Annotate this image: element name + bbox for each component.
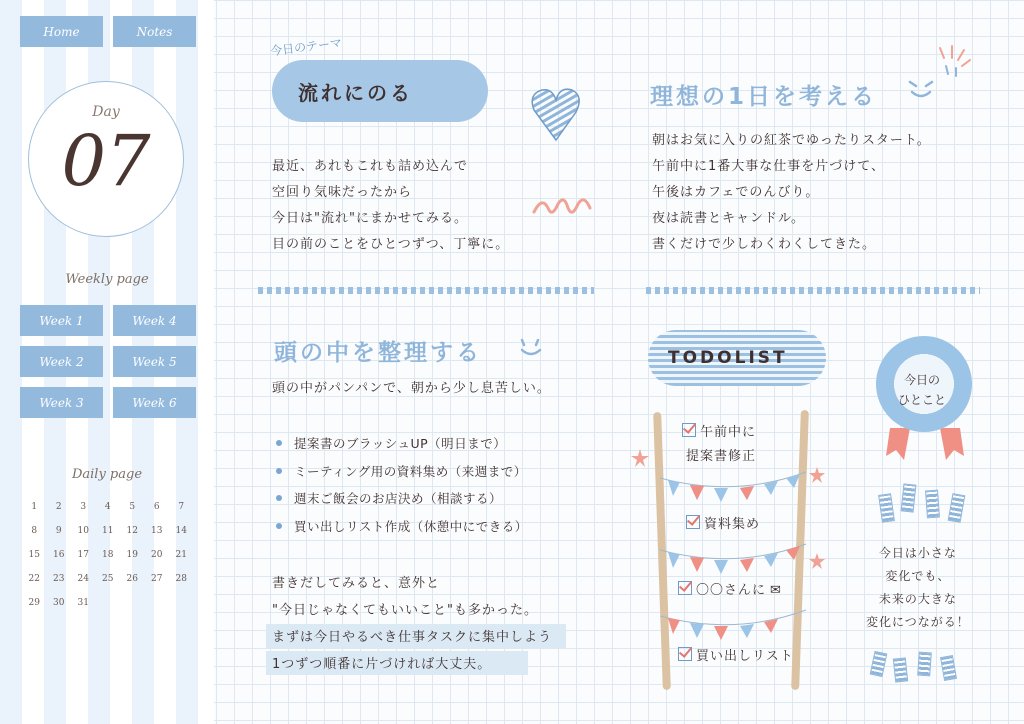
calendar-day[interactable]: 22 xyxy=(28,574,40,584)
calendar-day[interactable]: 2 xyxy=(55,502,62,512)
ideal-title: 理想の1日を考える xyxy=(650,84,878,110)
calendar-day[interactable]: 8 xyxy=(31,526,38,536)
todo-item xyxy=(678,580,782,602)
ideal-line: 夜は読書とキャンドル。 xyxy=(652,211,805,226)
week-6-button[interactable]: Week 6 xyxy=(113,387,196,418)
calendar-day[interactable]: 15 xyxy=(28,550,40,560)
calendar-day[interactable]: 14 xyxy=(175,526,187,536)
todo-item-text: 提案書修正 xyxy=(686,449,757,464)
deco-stripe xyxy=(893,657,908,682)
calendar-day[interactable]: 17 xyxy=(77,550,89,560)
ideal-line: 朝はお気に入りの紅茶でゆったりスタート。 xyxy=(652,133,931,148)
ideal-body xyxy=(652,128,931,258)
week-3-button[interactable]: Week 3 xyxy=(20,387,103,418)
theme-line: 今日は"流れ"にまかせてみる。 xyxy=(272,211,468,226)
mail-icon: ✉ xyxy=(770,583,782,598)
deco-stripe xyxy=(901,483,917,512)
todo-item-text: 買い出しリスト xyxy=(696,649,794,664)
deco-stripe xyxy=(940,655,957,681)
sidebar xyxy=(0,0,214,724)
calendar-day[interactable]: 13 xyxy=(151,526,163,536)
calendar-day[interactable]: 30 xyxy=(53,598,65,608)
calendar-day[interactable]: 5 xyxy=(129,502,136,512)
ideal-line: 書くだけで少しわくわくしてきた。 xyxy=(652,237,877,252)
divider-left xyxy=(258,287,594,294)
calendar-day[interactable]: 23 xyxy=(53,574,65,584)
calendar-day[interactable]: 19 xyxy=(126,550,138,560)
daily-calendar xyxy=(22,500,194,610)
checkbox-icon[interactable] xyxy=(686,515,700,529)
calendar-day[interactable]: 10 xyxy=(77,526,89,536)
checkbox-icon[interactable] xyxy=(678,647,692,661)
todo-item xyxy=(678,646,794,668)
divider-right xyxy=(646,287,980,294)
deco-stripe xyxy=(948,493,966,523)
organize-outro xyxy=(272,570,552,678)
calendar-day[interactable]: 12 xyxy=(126,526,138,536)
note-line: 今日は小さな xyxy=(878,546,957,560)
day-badge xyxy=(28,81,184,237)
deco-stripe xyxy=(878,493,895,523)
organize-intro: 頭の中がパンパンで、朝から少し息苦しい。 xyxy=(272,381,551,396)
deco-stripe xyxy=(917,652,932,677)
calendar-day[interactable]: 11 xyxy=(102,526,114,536)
checkbox-icon[interactable] xyxy=(678,581,692,595)
theme-label: 今日のテーマ xyxy=(269,35,343,59)
weekly-heading: Weekly page xyxy=(65,272,149,287)
week-1-button[interactable]: Week 1 xyxy=(20,305,103,336)
list-item: 週末ご飯会のお店決め（相談する） xyxy=(276,485,528,513)
todo-item-text: 午前中に xyxy=(700,425,757,440)
daily-heading: Daily page xyxy=(71,467,143,482)
home-button[interactable]: Home xyxy=(20,16,103,47)
list-item: 提案書のブラッシュUP（明日まで） xyxy=(276,430,528,458)
outro-line: まずは今日やるべき仕事タスクに集中しよう xyxy=(272,630,553,645)
outro-line: 1つずつ順番に片づければ大丈夫。 xyxy=(272,657,492,672)
theme-line: 最近、あれもこれも詰め込んで xyxy=(272,159,469,174)
note-line: 変化につながる！ xyxy=(866,615,970,629)
theme-line: 目の前のことをひとつずつ、丁寧に。 xyxy=(272,237,510,252)
badge-line: ひとこと xyxy=(898,393,947,407)
calendar-day[interactable]: 31 xyxy=(77,598,89,608)
organize-bullets xyxy=(276,430,528,540)
theme-body xyxy=(272,154,509,258)
calendar-day[interactable]: 7 xyxy=(178,502,185,512)
calendar-day[interactable]: 6 xyxy=(153,502,160,512)
ideal-line: 午前中に1番大事な仕事を片づけて、 xyxy=(652,159,886,174)
todo-item xyxy=(682,422,756,444)
outro-line: "今日じゃなくてもいいこと"も多かった。 xyxy=(272,603,538,618)
organize-title: 頭の中を整理する xyxy=(274,340,482,366)
calendar-day[interactable]: 1 xyxy=(31,502,38,512)
star-icon xyxy=(808,552,826,570)
smile-icon xyxy=(906,78,936,102)
day-number: 07 xyxy=(61,120,151,202)
list-item: 買い出しリスト作成（休憩中にできる） xyxy=(276,513,528,541)
todo-item-text: 資料集め xyxy=(704,517,761,532)
hitokoto-note xyxy=(866,542,970,634)
calendar-day[interactable]: 28 xyxy=(175,574,187,584)
heart-icon xyxy=(528,80,584,146)
hitokoto-badge-text xyxy=(898,370,946,410)
deco-stripe xyxy=(870,651,888,677)
notes-button[interactable]: Notes xyxy=(113,16,196,47)
calendar-day[interactable]: 16 xyxy=(53,550,65,560)
squiggle-icon xyxy=(530,192,596,222)
badge-line: 今日の xyxy=(904,373,941,387)
calendar-day[interactable]: 20 xyxy=(151,550,163,560)
calendar-day[interactable]: 25 xyxy=(102,574,114,584)
note-line: 未来の大きな xyxy=(878,592,957,606)
calendar-day[interactable]: 4 xyxy=(104,502,111,512)
todo-item xyxy=(686,514,760,536)
calendar-day[interactable]: 3 xyxy=(80,502,87,512)
sparkle-lines-icon xyxy=(934,44,974,80)
ideal-line: 午後はカフェでのんびり。 xyxy=(652,185,820,200)
note-line: 変化でも、 xyxy=(885,569,951,583)
deco-stripe xyxy=(925,490,940,519)
star-icon xyxy=(630,448,650,468)
week-2-button[interactable]: Week 2 xyxy=(20,346,103,377)
theme-title: 流れにのる xyxy=(298,81,413,105)
day-label: Day xyxy=(92,104,120,120)
todo-title: TODOLIST xyxy=(668,348,788,368)
week-5-button[interactable]: Week 5 xyxy=(113,346,196,377)
todo-item-text: 〇〇さんに xyxy=(696,583,767,598)
calendar-day[interactable]: 29 xyxy=(28,598,40,608)
calendar-day[interactable]: 18 xyxy=(102,550,114,560)
star-icon xyxy=(808,466,826,484)
smile-icon xyxy=(516,336,546,360)
list-item: ミーティング用の資料集め（来週まで） xyxy=(276,458,528,486)
calendar-day[interactable]: 26 xyxy=(126,574,138,584)
week-4-button[interactable]: Week 4 xyxy=(113,305,196,336)
calendar-day[interactable]: 27 xyxy=(151,574,163,584)
bunting-garland xyxy=(660,470,810,640)
theme-line: 空回り気味だったから xyxy=(272,185,413,200)
calendar-day[interactable]: 9 xyxy=(55,526,62,536)
checkbox-icon[interactable] xyxy=(682,423,696,437)
calendar-day[interactable]: 24 xyxy=(77,574,89,584)
calendar-day[interactable]: 21 xyxy=(175,550,187,560)
outro-line: 書きだしてみると、意外と xyxy=(272,576,441,591)
